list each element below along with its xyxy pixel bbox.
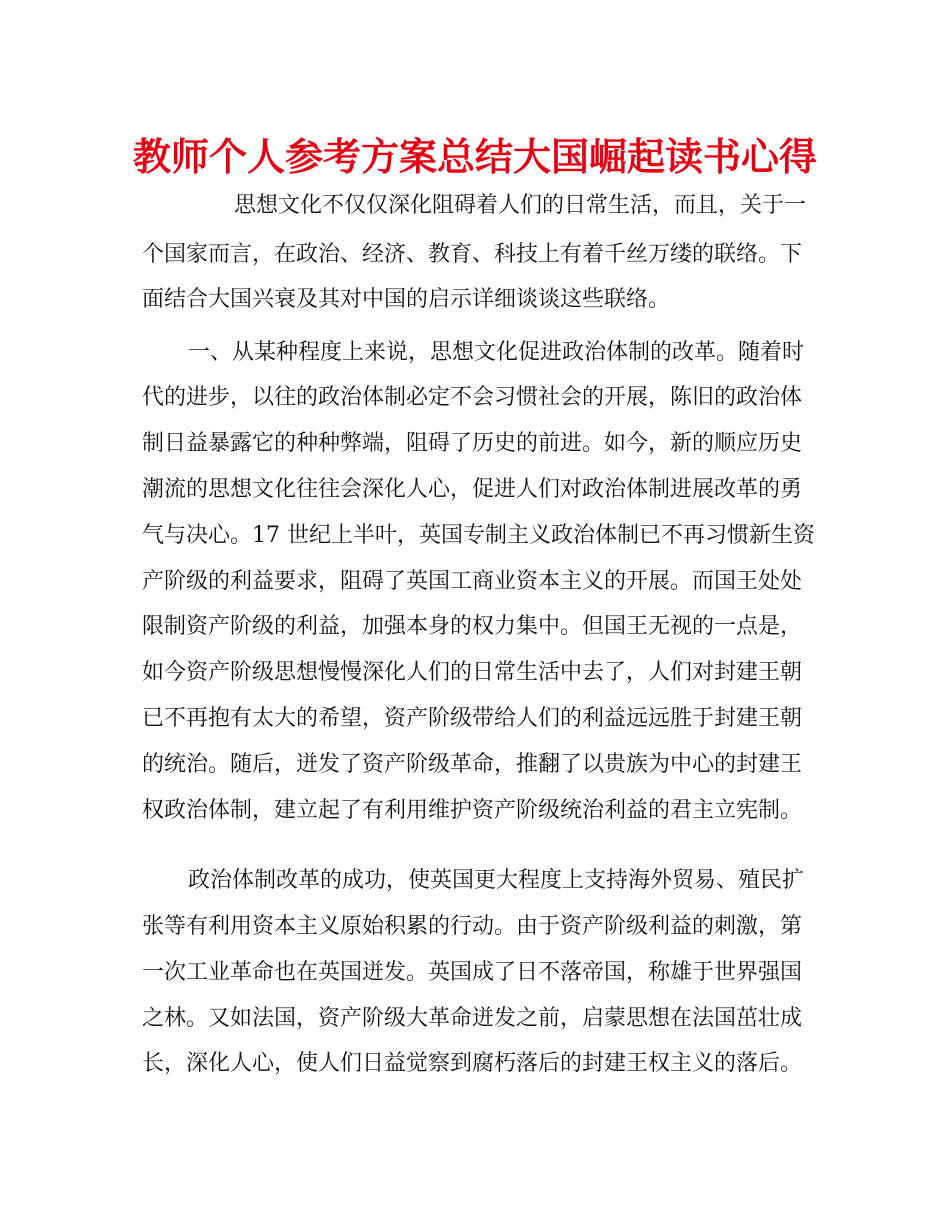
- paragraph-line: 一次工业革命也在英国迸发。英国成了日不落帝国，称雄于世界强国: [142, 960, 803, 985]
- paragraph-line: 如今资产阶级思想慢慢深化人们的日常生活中去了，人们对封建王朝: [142, 660, 803, 685]
- document-title: 教师个人参考方案总结大国崛起读书心得: [132, 134, 817, 179]
- paragraph-line: 已不再抱有太大的希望，资产阶级带给人们的利益远远胜于封建王朝: [142, 706, 803, 731]
- paragraph-line: 个国家而言，在政治、经济、教育、科技上有着千丝万缕的联络。下: [142, 242, 803, 267]
- paragraph-line: 张等有利用资本主义原始积累的行动。由于资产阶级利益的刺激，第: [142, 914, 803, 939]
- paragraph-line: 的统治。随后，迸发了资产阶级革命，推翻了以贵族为中心的封建王: [142, 752, 803, 777]
- paragraph-line: 政治体制改革的成功，使英国更大程度上支持海外贸易、殖民扩: [188, 868, 805, 893]
- paragraph-line: 权政治体制，建立起了有利用维护资产阶级统治利益的君主立宪制。: [142, 798, 803, 823]
- paragraph-line: 之林。又如法国，资产阶级大革命迸发之前，启蒙思想在法国茁壮成: [142, 1006, 803, 1031]
- paragraph-line: 长，深化人心，使人们日益觉察到腐朽落后的封建王权主义的落后。: [142, 1051, 803, 1076]
- paragraph-line: 一、从某种程度上来说，思想文化促进政治体制的改革。随着时: [188, 340, 805, 365]
- paragraph-line: 气与决心。17 世纪上半叶，英国专制主义政治体制已不再习惯新生资: [142, 523, 815, 548]
- paragraph-line: 思想文化不仅仅深化阻碍着人们的日常生活，而且，关于一: [234, 193, 807, 218]
- paragraph-line: 潮流的思想文化往往会深化人心，促进人们对政治体制进展改革的勇: [142, 477, 803, 502]
- paragraph-line: 产阶级的利益要求，阻碍了英国工商业资本主义的开展。而国王处处: [142, 569, 803, 594]
- paragraph-line: 面结合大国兴衰及其对中国的启示详细谈谈这些联络。: [142, 287, 671, 312]
- paragraph-line: 代的进步，以往的政治体制必定不会习惯社会的开展，陈旧的政治体: [142, 385, 803, 410]
- paragraph-line: 限制资产阶级的利益，加强本身的权力集中。但国王无视的一点是，: [142, 614, 803, 639]
- paragraph-line: 制日益暴露它的种种弊端，阻碍了历史的前进。如今，新的顺应历史: [142, 431, 803, 456]
